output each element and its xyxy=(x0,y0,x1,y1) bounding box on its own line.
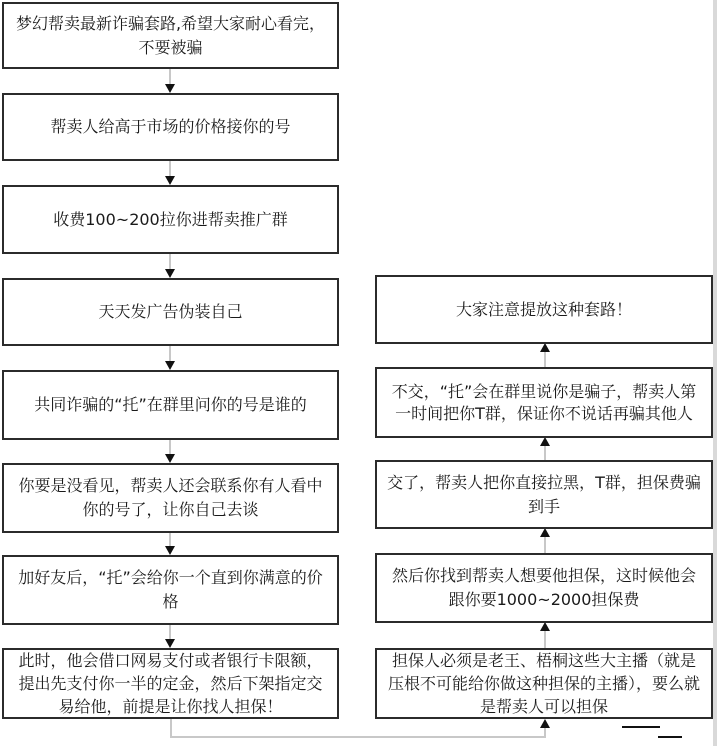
artifact-underline xyxy=(622,726,660,728)
arrow-down-icon xyxy=(165,639,175,648)
connector-9-10 xyxy=(544,630,546,648)
flow-step-disguise-ads xyxy=(2,278,339,346)
flow-step-seller-contacts xyxy=(2,463,339,533)
connector-11-12 xyxy=(544,445,546,460)
arrow-down-icon xyxy=(165,546,175,555)
arrow-down-icon xyxy=(165,361,175,370)
connector-1-2 xyxy=(169,68,171,85)
flow-step-deposit-request xyxy=(2,648,339,719)
arrow-up-icon xyxy=(540,622,550,631)
flow-step-text: 收费100~200拉你进帮卖推广群 xyxy=(53,209,288,229)
arrow-down-icon xyxy=(165,269,175,278)
flow-step-guarantor-requirement xyxy=(375,648,713,719)
flow-step-shill-price xyxy=(2,555,339,625)
connector-10-11 xyxy=(544,536,546,553)
flow-step-guarantee-fee xyxy=(375,553,713,623)
flow-step-group-fee xyxy=(2,185,339,254)
connector-4-5 xyxy=(169,345,171,362)
connector-2-3 xyxy=(169,160,171,177)
flow-step-text: 帮卖人给高于市场的价格接你的号 xyxy=(50,117,291,136)
connector-7-8 xyxy=(169,624,171,640)
arrow-up-icon xyxy=(540,437,550,446)
connector-8-9-across xyxy=(170,736,546,738)
arrow-down-icon xyxy=(165,84,175,93)
flow-step-text: 天天发广告伪装自己 xyxy=(98,302,243,321)
flow-step-pay-outcome xyxy=(375,460,713,529)
flow-step-shill-asks xyxy=(2,370,339,440)
arrow-down-icon xyxy=(165,176,175,185)
arrow-up-icon xyxy=(540,719,550,728)
flow-step-warning xyxy=(375,275,713,344)
flow-step-intro xyxy=(2,2,339,69)
connector-3-4 xyxy=(169,253,171,270)
arrow-down-icon xyxy=(165,454,175,463)
right-edge-strip xyxy=(713,0,717,746)
flow-step-text: 加好友后，“托”会给你一个直到你满意的价格 xyxy=(18,568,323,611)
flow-step-text: 不交，“托”会在群里说你是骗子，帮卖人第一时间把你T群，保证你不说话再骗其他人 xyxy=(391,381,697,423)
arrow-up-icon xyxy=(540,528,550,537)
flow-step-text: 大家注意提放这种套路！ xyxy=(455,299,632,319)
connector-8-9-up xyxy=(544,727,546,737)
connector-8-9-down xyxy=(170,718,172,737)
flow-step-text: 梦幻帮卖最新诈骗套路,希望大家耐心看完，不要被骗 xyxy=(15,13,326,57)
flow-step-text: 此时，他会借口网易支付或者银行卡限额，提出先支付你一半的定金，然后下架指定交易给他，前提是让你找人担保！ xyxy=(18,651,323,716)
flow-step-text: 担保人必须是老王、梧桐这些大主播（就是压根不可能给你做这种担保的主播），要么就是帮卖人可以担保 xyxy=(387,651,700,716)
artifact-underline xyxy=(658,736,682,738)
flow-step-text: 交了，帮卖人把你直接拉黑，T群，担保费骗到手 xyxy=(387,472,701,516)
flow-step-text: 然后你找到帮卖人想要他担保，这时候他会跟你要1000~2000担保费 xyxy=(391,566,696,609)
connector-6-7 xyxy=(169,532,171,547)
flow-step-high-price-offer xyxy=(2,93,339,161)
connector-12-13 xyxy=(544,351,546,367)
flow-step-text: 你要是没看见，帮卖人还会联系你有人看中你的号了，让你自己去谈 xyxy=(18,476,323,519)
connector-5-6 xyxy=(169,439,171,455)
flow-step-refuse-outcome xyxy=(375,367,713,438)
arrow-up-icon xyxy=(540,343,550,352)
flow-step-text: 共同诈骗的“托”在群里问你的号是谁的 xyxy=(34,395,307,414)
